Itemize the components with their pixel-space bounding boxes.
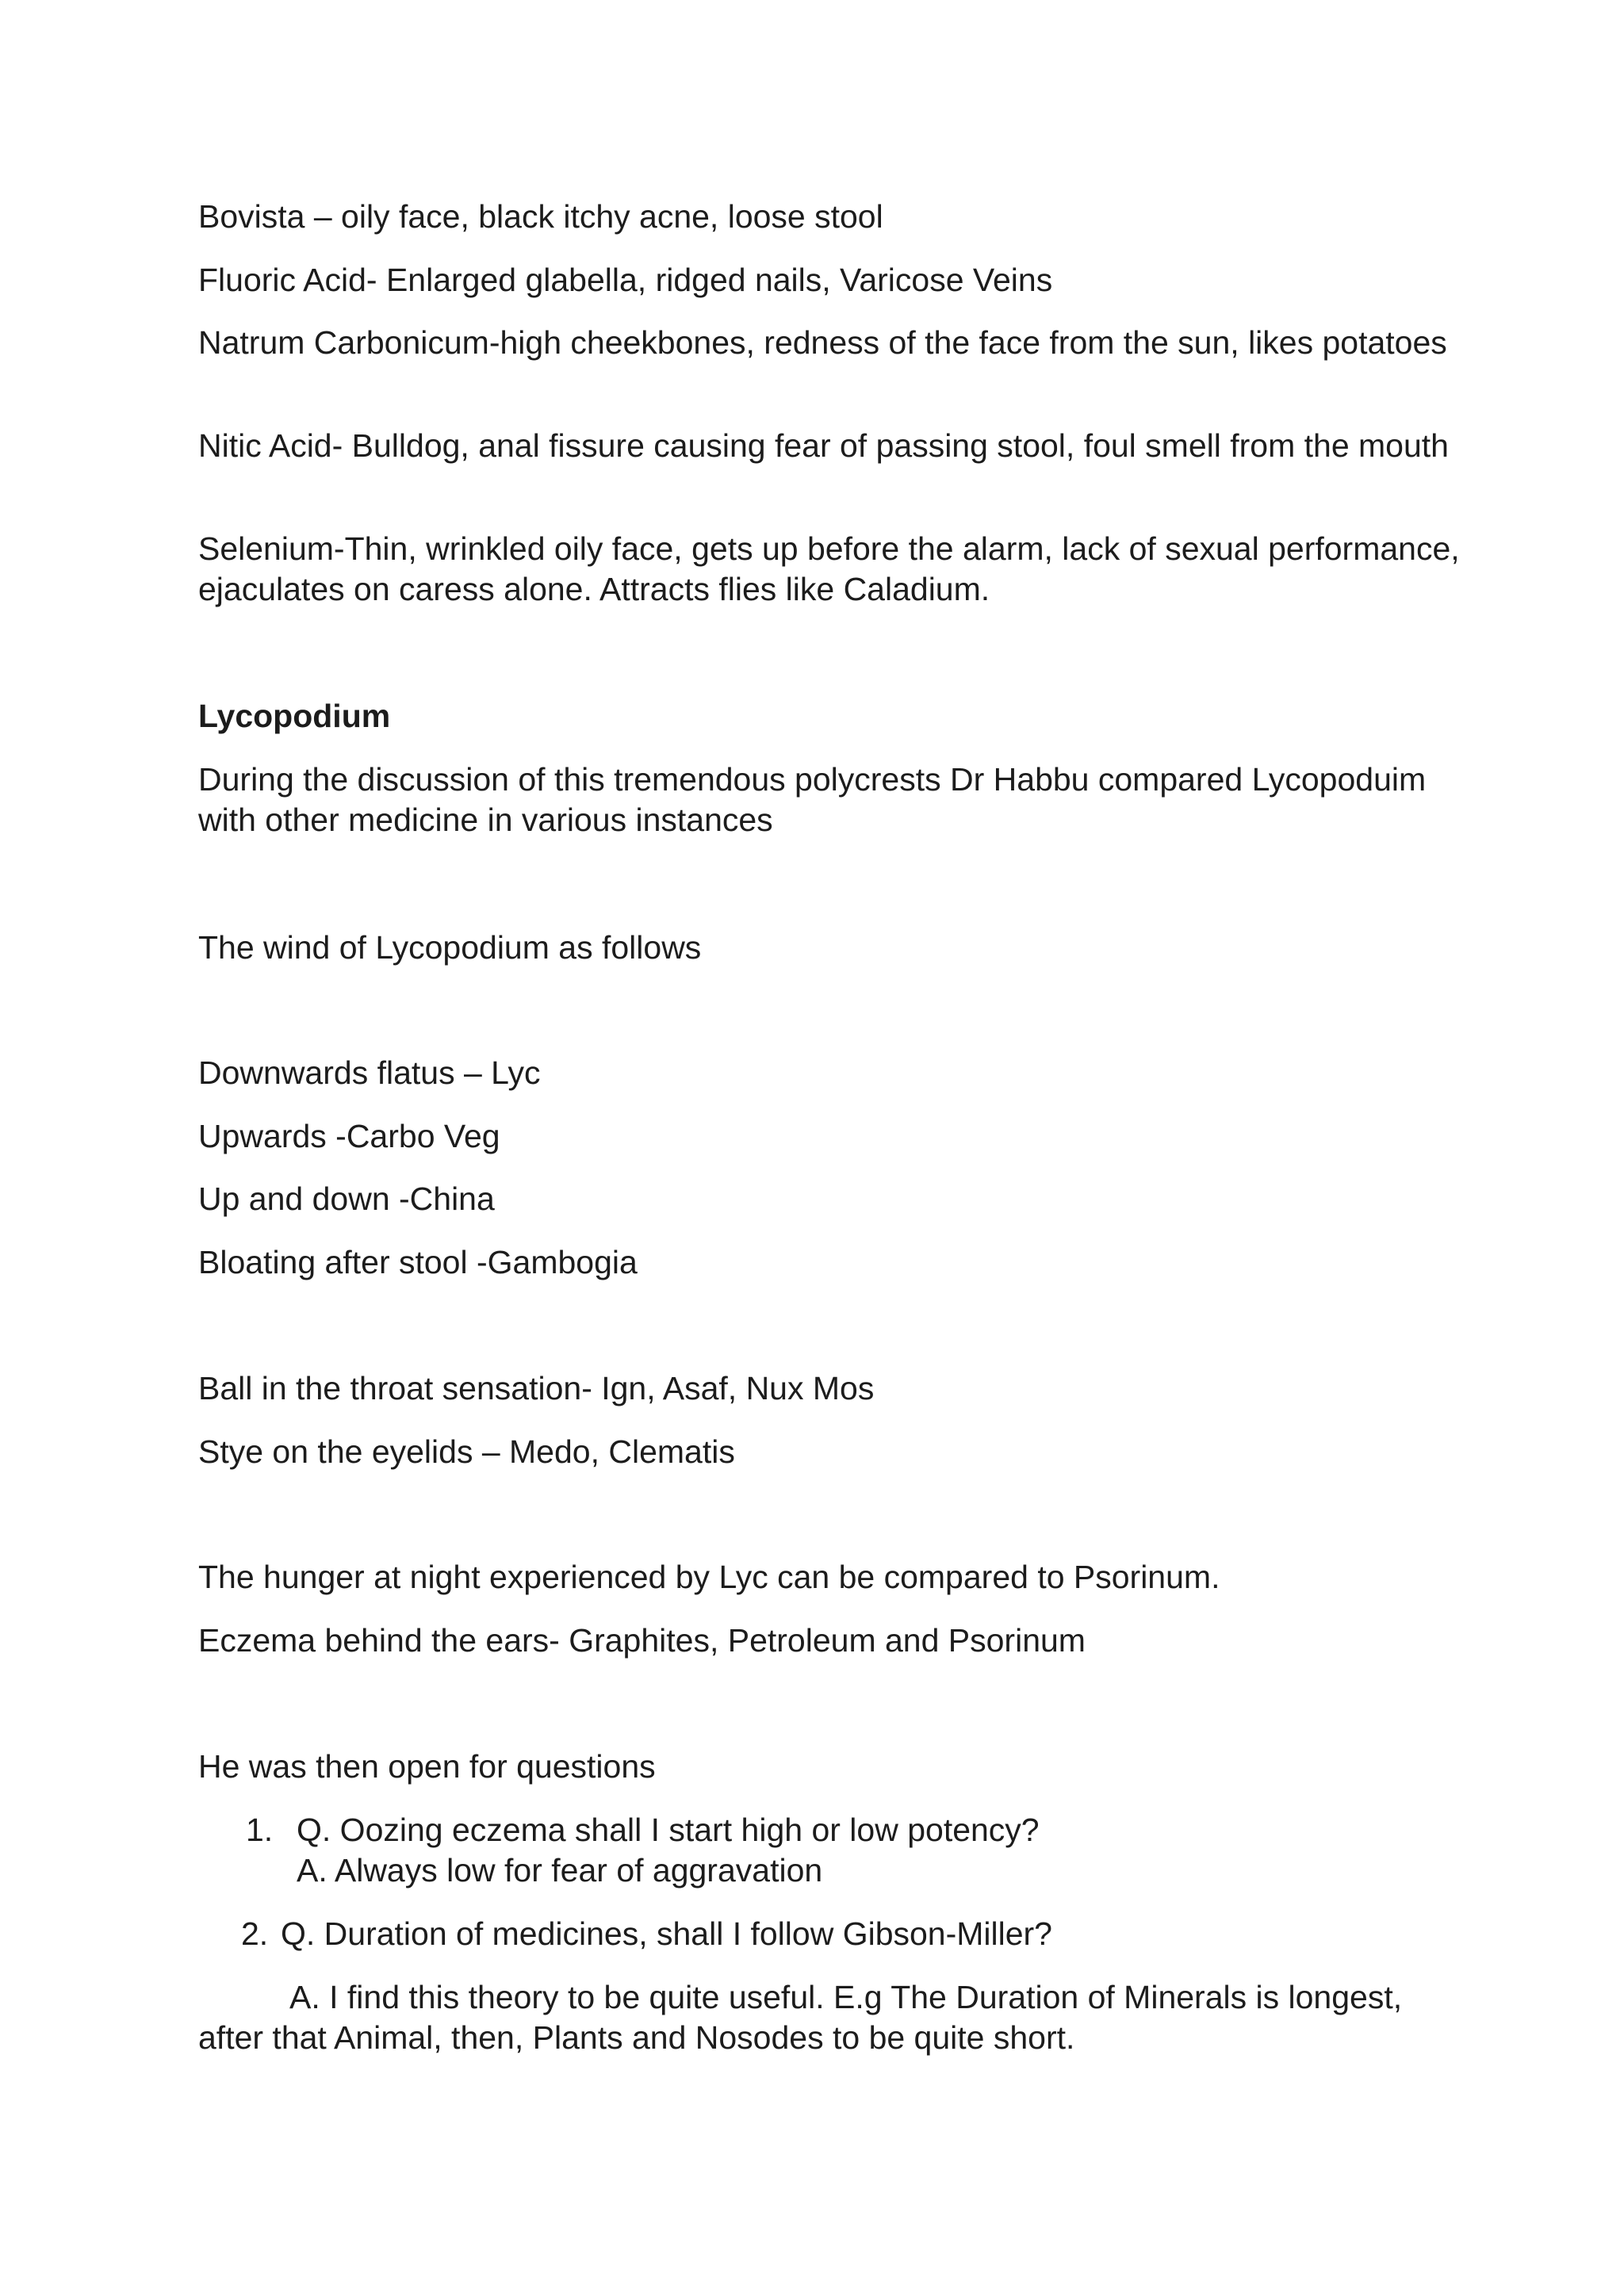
remedy-natrum-carbonicum: Natrum Carbonicum-high cheekbones, redness of the face from the sun, likes potatoes [198,324,1447,361]
comparison-hunger-at-night: The hunger at night experienced by Lyc can be compared to Psorinum. [198,1559,1220,1595]
remedy-fluoric-acid: Fluoric Acid- Enlarged glabella, ridged nails, Varicose Veins [198,262,1053,298]
wind-item-downwards: Downwards flatus – Lyc [198,1054,541,1091]
qa-answer: A. I find this theory to be quite useful. E.g The Duration of Minerals is longest, after that Animal, then, Plants and Nosodes to be quite short. [198,1979,1403,2056]
qa-question: Q. Duration of medicines, shall I follow Gibson-Miller? [281,1915,1052,1952]
wind-intro: The wind of Lycopodium as follows [198,929,702,966]
lycopodium-intro: During the discussion of this tremendous polycrests Dr Habbu compared Lycopoduim with other medicine in various instances [198,761,1427,838]
wind-item-up-and-down: Up and down -China [198,1181,495,1217]
remedy-bovista: Bovista – oily face, black itchy acne, loose stool [198,198,883,235]
comparison-eczema-behind-ears: Eczema behind the ears- Graphites, Petroleum and Psorinum [198,1622,1086,1659]
wind-item-bloating: Bloating after stool -Gambogia [198,1244,638,1280]
qa-number: 2. [241,1915,269,1952]
remedy-selenium: Selenium-Thin, wrinkled oily face, gets up before the alarm, lack of sexual performance, ejaculates on caress alone. Attracts flies like Caladium. [198,530,1460,607]
qa-question: Q. Oozing eczema shall I start high or low potency? [297,1812,1040,1848]
section-heading-lycopodium: Lycopodium [198,698,391,734]
questions-intro: He was then open for questions [198,1748,656,1785]
comparison-ball-in-throat: Ball in the throat sensation- Ign, Asaf, Nux Mos [198,1370,875,1406]
qa-number: 1. [246,1812,274,1848]
comparison-stye: Stye on the eyelids – Medo, Clematis [198,1433,735,1470]
wind-item-upwards: Upwards -Carbo Veg [198,1118,500,1154]
qa-answer: A. Always low for fear of aggravation [297,1852,823,1888]
remedy-nitic-acid: Nitic Acid- Bulldog, anal fissure causing fear of passing stool, foul smell from the mouth [198,427,1449,464]
